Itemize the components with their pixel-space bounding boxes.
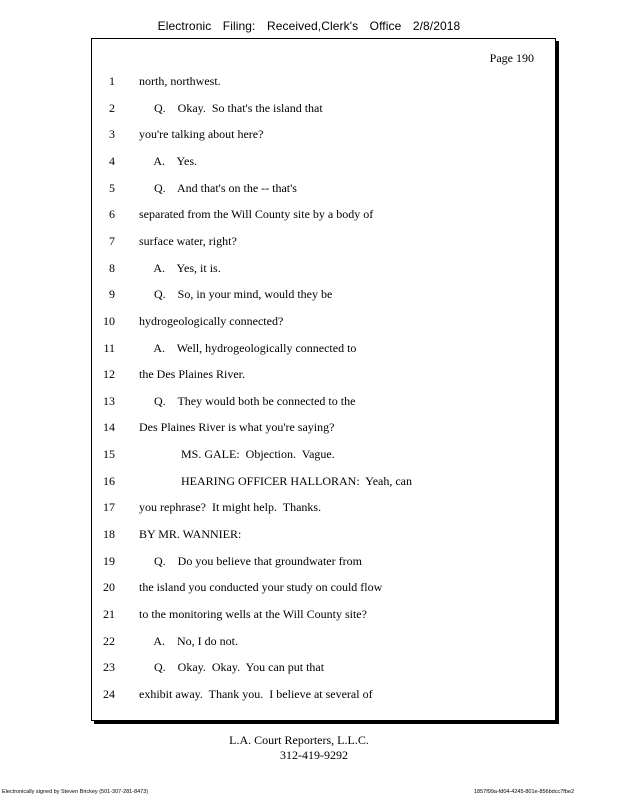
line-text: Q. And that's on the -- that's	[139, 180, 297, 195]
header-date: 2/8/2018	[412, 19, 461, 33]
page-number-label: Page 190	[489, 51, 534, 65]
line-number: 17	[103, 500, 115, 515]
line-text: HEARING OFFICER HALLORAN: Yeah, can	[139, 473, 412, 488]
line-text: BY MR. WANNIER:	[139, 527, 242, 542]
line-text: Q. So, in your mind, would they be	[139, 287, 333, 302]
line-text: Q. Okay. So that's the island that	[139, 100, 323, 115]
line-number: 19	[103, 553, 115, 568]
line-number: 5	[109, 180, 115, 195]
document-hash: 1857f99a-fd04-4245-801e-856bdcc7fbe2	[474, 789, 574, 795]
line-text: MS. GALE: Objection. Vague.	[139, 447, 335, 462]
transcript-line	[0, 180, 618, 196]
transcript-line	[0, 686, 618, 702]
line-text: A. Well, hydrogeologically connected to	[139, 340, 357, 355]
transcript-line	[0, 233, 618, 249]
line-number: 23	[103, 660, 115, 675]
line-number: 16	[103, 473, 115, 488]
line-text: hydrogeologically connected?	[139, 313, 284, 328]
transcript-line	[0, 206, 618, 222]
line-number: 14	[103, 420, 115, 435]
transcript-line	[0, 419, 618, 435]
line-number: 3	[109, 127, 115, 142]
line-text: Q. Do you believe that groundwater from	[139, 553, 362, 568]
court-reporter-phone: 312-419-9292	[280, 748, 348, 762]
line-number: 24	[103, 686, 115, 701]
line-number: 2	[109, 100, 115, 115]
transcript-line	[0, 659, 618, 675]
transcript-line	[0, 393, 618, 409]
line-number: 10	[103, 313, 115, 328]
transcript-line	[0, 446, 618, 462]
line-text: separated from the Will County site by a body of	[139, 207, 374, 222]
transcript-line	[0, 473, 618, 489]
transcript-line	[0, 579, 618, 595]
filing-header	[0, 19, 618, 33]
line-number: 11	[103, 340, 115, 355]
line-number: 12	[103, 367, 115, 382]
line-number: 4	[109, 153, 115, 168]
transcript-line	[0, 366, 618, 382]
line-text: Q. Okay. Okay. You can put that	[139, 660, 325, 675]
line-number: 15	[103, 447, 115, 462]
transcript-line	[0, 126, 618, 142]
line-text: you're talking about here?	[139, 127, 264, 142]
line-number: 7	[109, 233, 115, 248]
line-text: to the monitoring wells at the Will County site?	[139, 607, 367, 621]
line-text: north, northwest.	[139, 74, 221, 88]
line-text: A. Yes, it is.	[139, 260, 221, 275]
transcript-line	[0, 260, 618, 276]
line-number: 13	[103, 393, 115, 408]
transcript-line	[0, 633, 618, 649]
line-number: 20	[103, 580, 115, 595]
transcript-line	[0, 73, 618, 89]
header-word-filing: Filing:	[222, 19, 256, 33]
line-number: 9	[109, 287, 115, 302]
line-text: Des Plaines River is what you're saying?	[139, 420, 335, 435]
header-word-received: Received,Clerk's	[266, 19, 359, 33]
court-reporter-firm: L.A. Court Reporters, L.L.C.	[229, 733, 369, 747]
electronic-signature-note: Electronically signed by Steven Brickey (501-307-281-8473)	[2, 789, 149, 795]
line-number: 18	[103, 527, 115, 542]
header-word-office: Office	[369, 19, 402, 33]
transcript-line	[0, 340, 618, 356]
transcript-line	[0, 153, 618, 169]
line-text: A. Yes.	[139, 153, 198, 168]
line-text: the island you conducted your study on could flow	[139, 580, 383, 595]
transcript-line	[0, 606, 618, 622]
header-word-electronic: Electronic	[157, 19, 212, 33]
line-number: 21	[103, 607, 115, 621]
line-text: you rephrase? It might help. Thanks.	[139, 500, 322, 515]
transcript-line	[0, 313, 618, 329]
transcript-line	[0, 526, 618, 542]
line-number: 8	[109, 260, 115, 275]
transcript-line	[0, 553, 618, 569]
footer	[0, 733, 618, 763]
line-text: A. No, I do not.	[139, 633, 238, 648]
line-number: 1	[109, 74, 115, 88]
line-number: 6	[109, 207, 115, 222]
line-text: the Des Plaines River.	[139, 367, 245, 382]
line-text: surface water, right?	[139, 233, 237, 248]
line-text: Q. They would both be connected to the	[139, 393, 356, 408]
transcript-line	[0, 286, 618, 302]
transcript-line	[0, 100, 618, 116]
line-number: 22	[103, 633, 115, 648]
line-text: exhibit away. Thank you. I believe at several of	[139, 686, 373, 701]
transcript-line	[0, 499, 618, 515]
